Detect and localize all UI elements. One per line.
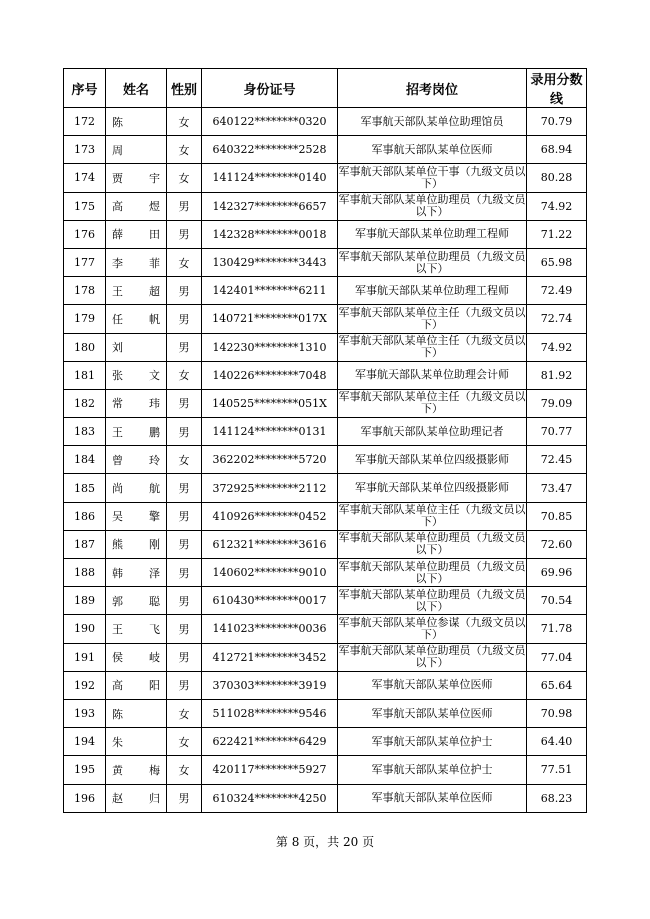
table-row: [64, 361, 587, 389]
name-cell: [106, 615, 167, 643]
table-row: [64, 136, 587, 164]
name-text: 张 文: [112, 369, 160, 383]
name-text: 陈: [112, 707, 123, 721]
table-row: [64, 502, 587, 530]
name-cell: [106, 530, 167, 558]
serial-cell: 176: [64, 220, 106, 248]
gender-cell: 男: [167, 502, 202, 530]
position-cell: 军事航天部队某单位医师: [338, 671, 527, 699]
position-cell: 军事航天部队某单位助理员（九级文员以下）: [338, 559, 527, 587]
page-footer: 第 8 页，共 20 页: [275, 835, 375, 849]
table-row: [64, 446, 587, 474]
table-row: [64, 108, 587, 136]
name-cell: [106, 277, 167, 305]
score-cell: 71.78: [527, 615, 587, 643]
id-number-cell: 412721********3452: [202, 643, 338, 671]
position-cell: 军事航天部队某单位四级摄影师: [338, 474, 527, 502]
score-cell: 72.60: [527, 530, 587, 558]
gender-cell: 男: [167, 277, 202, 305]
name-cell: [106, 559, 167, 587]
position-cell: 军事航天部队某单位助理会计师: [338, 361, 527, 389]
score-cell: 72.45: [527, 446, 587, 474]
name-text: 李 菲: [112, 256, 160, 270]
gender-cell: 男: [167, 418, 202, 446]
gender-cell: 男: [167, 305, 202, 333]
name-cell: [106, 699, 167, 727]
id-number-cell: 640122********0320: [202, 108, 338, 136]
score-cell: 80.28: [527, 164, 587, 192]
position-cell: 军事航天部队某单位助理工程师: [338, 220, 527, 248]
name-text: 曾 玲: [112, 453, 160, 467]
serial-cell: 172: [64, 108, 106, 136]
serial-cell: 191: [64, 643, 106, 671]
table-row: [64, 474, 587, 502]
serial-cell: 193: [64, 699, 106, 727]
score-cell: 70.77: [527, 418, 587, 446]
position-cell: 军事航天部队某单位医师: [338, 699, 527, 727]
header-name: 姓名: [106, 69, 167, 108]
id-number-cell: 142230********1310: [202, 333, 338, 361]
gender-cell: 女: [167, 164, 202, 192]
name-text: 韩 泽: [112, 566, 160, 580]
position-cell: 军事航天部队某单位助理员（九级文员以下）: [338, 192, 527, 220]
name-cell: [106, 643, 167, 671]
position-cell: 军事航天部队某单位主任（九级文员以下）: [338, 333, 527, 361]
name-cell: [106, 474, 167, 502]
name-cell: [106, 446, 167, 474]
name-cell: [106, 248, 167, 276]
gender-cell: 女: [167, 136, 202, 164]
position-cell: 军事航天部队某单位助理记者: [338, 418, 527, 446]
id-number-cell: 372925********2112: [202, 474, 338, 502]
id-number-cell: 610430********0017: [202, 587, 338, 615]
gender-cell: 男: [167, 784, 202, 812]
serial-cell: 178: [64, 277, 106, 305]
name-cell: [106, 361, 167, 389]
id-number-cell: 142328********0018: [202, 220, 338, 248]
name-text: 侯 岐: [112, 651, 160, 665]
name-cell: [106, 305, 167, 333]
name-cell: [106, 671, 167, 699]
table-row: [64, 671, 587, 699]
position-cell: 军事航天部队某单位参谋（九级文员以下）: [338, 615, 527, 643]
id-number-cell: 610324********4250: [202, 784, 338, 812]
name-cell: [106, 389, 167, 417]
id-number-cell: 420117********5927: [202, 756, 338, 784]
name-text: 郭 聪: [112, 594, 160, 608]
score-cell: 70.54: [527, 587, 587, 615]
serial-cell: 185: [64, 474, 106, 502]
name-cell: [106, 136, 167, 164]
name-cell: [106, 418, 167, 446]
header-id-number: 身份证号: [202, 69, 338, 108]
name-cell: [106, 784, 167, 812]
table-row: [64, 164, 587, 192]
score-cell: 70.98: [527, 699, 587, 727]
name-text: 高 阳: [112, 679, 160, 693]
serial-cell: 181: [64, 361, 106, 389]
name-text: 任 帆: [112, 312, 160, 326]
name-text: 熊 刚: [112, 538, 160, 552]
table-row: [64, 728, 587, 756]
score-cell: 70.85: [527, 502, 587, 530]
table-row: [64, 559, 587, 587]
serial-cell: 187: [64, 530, 106, 558]
header-gender: 性别: [167, 69, 202, 108]
id-number-cell: 141023********0036: [202, 615, 338, 643]
position-cell: 军事航天部队某单位护士: [338, 728, 527, 756]
position-cell: 军事航天部队某单位助理工程师: [338, 277, 527, 305]
serial-cell: 192: [64, 671, 106, 699]
name-text: 周: [112, 143, 123, 157]
table-body: [64, 108, 587, 813]
serial-cell: 184: [64, 446, 106, 474]
position-cell: 军事航天部队某单位医师: [338, 784, 527, 812]
id-number-cell: 410926********0452: [202, 502, 338, 530]
gender-cell: 男: [167, 559, 202, 587]
gender-cell: 女: [167, 361, 202, 389]
id-number-cell: 130429********3443: [202, 248, 338, 276]
id-number-cell: 622421********6429: [202, 728, 338, 756]
header-position: 招考岗位: [338, 69, 527, 108]
gender-cell: 男: [167, 389, 202, 417]
gender-cell: 女: [167, 108, 202, 136]
name-cell: [106, 220, 167, 248]
table-row: [64, 277, 587, 305]
name-cell: [106, 333, 167, 361]
serial-cell: 194: [64, 728, 106, 756]
gender-cell: 男: [167, 671, 202, 699]
name-text: 吴 擎: [112, 510, 160, 524]
gender-cell: 男: [167, 615, 202, 643]
name-text: 高 煜: [112, 200, 160, 214]
serial-cell: 182: [64, 389, 106, 417]
name-text: 贾 宇: [112, 171, 160, 185]
id-number-cell: 142401********6211: [202, 277, 338, 305]
table-row: [64, 587, 587, 615]
serial-cell: 179: [64, 305, 106, 333]
gender-cell: 男: [167, 530, 202, 558]
score-cell: 64.40: [527, 728, 587, 756]
position-cell: 军事航天部队某单位医师: [338, 136, 527, 164]
score-cell: 77.04: [527, 643, 587, 671]
score-cell: 74.92: [527, 333, 587, 361]
gender-cell: 女: [167, 728, 202, 756]
score-cell: 73.47: [527, 474, 587, 502]
serial-cell: 189: [64, 587, 106, 615]
id-number-cell: 142327********6657: [202, 192, 338, 220]
id-number-cell: 511028********9546: [202, 699, 338, 727]
score-cell: 74.92: [527, 192, 587, 220]
position-cell: 军事航天部队某单位主任（九级文员以下）: [338, 305, 527, 333]
score-cell: 71.22: [527, 220, 587, 248]
name-cell: [106, 192, 167, 220]
gender-cell: 女: [167, 699, 202, 727]
serial-cell: 186: [64, 502, 106, 530]
table-row: [64, 220, 587, 248]
position-cell: 军事航天部队某单位助理员（九级文员以下）: [338, 248, 527, 276]
serial-cell: 188: [64, 559, 106, 587]
id-number-cell: 141124********0140: [202, 164, 338, 192]
gender-cell: 女: [167, 756, 202, 784]
gender-cell: 男: [167, 220, 202, 248]
name-cell: [106, 587, 167, 615]
score-cell: 81.92: [527, 361, 587, 389]
position-cell: 军事航天部队某单位主任（九级文员以下）: [338, 502, 527, 530]
position-cell: 军事航天部队某单位助理员（九级文员以下）: [338, 530, 527, 558]
table-row: [64, 248, 587, 276]
gender-cell: 男: [167, 333, 202, 361]
table-row: [64, 699, 587, 727]
score-cell: 77.51: [527, 756, 587, 784]
score-cell: 72.74: [527, 305, 587, 333]
gender-cell: 女: [167, 446, 202, 474]
name-cell: [106, 164, 167, 192]
name-text: 王 超: [112, 284, 160, 298]
gender-cell: 男: [167, 192, 202, 220]
name-text: 赵 归: [112, 792, 160, 806]
name-text: 王 飞: [112, 622, 160, 636]
table-header-row: [64, 69, 587, 108]
name-cell: [106, 108, 167, 136]
serial-cell: 177: [64, 248, 106, 276]
gender-cell: 男: [167, 643, 202, 671]
name-text: 常 玮: [112, 397, 160, 411]
serial-cell: 196: [64, 784, 106, 812]
position-cell: 军事航天部队某单位主任（九级文员以下）: [338, 389, 527, 417]
table-row: [64, 389, 587, 417]
name-text: 朱: [112, 735, 123, 749]
position-cell: 军事航天部队某单位助理员（九级文员以下）: [338, 587, 527, 615]
score-cell: 70.79: [527, 108, 587, 136]
serial-cell: 183: [64, 418, 106, 446]
serial-cell: 174: [64, 164, 106, 192]
name-cell: [106, 728, 167, 756]
serial-cell: 180: [64, 333, 106, 361]
name-text: 刘: [112, 341, 123, 355]
id-number-cell: 140226********7048: [202, 361, 338, 389]
id-number-cell: 370303********3919: [202, 671, 338, 699]
id-number-cell: 140602********9010: [202, 559, 338, 587]
id-number-cell: 362202********5720: [202, 446, 338, 474]
score-cell: 79.09: [527, 389, 587, 417]
table-row: [64, 756, 587, 784]
score-cell: 68.94: [527, 136, 587, 164]
table-row: [64, 418, 587, 446]
position-cell: 军事航天部队某单位干事（九级文员以下）: [338, 164, 527, 192]
serial-cell: 195: [64, 756, 106, 784]
id-number-cell: 140721********017X: [202, 305, 338, 333]
table-row: [64, 530, 587, 558]
table-row: [64, 305, 587, 333]
gender-cell: 男: [167, 474, 202, 502]
name-cell: [106, 756, 167, 784]
serial-cell: 175: [64, 192, 106, 220]
serial-cell: 190: [64, 615, 106, 643]
id-number-cell: 141124********0131: [202, 418, 338, 446]
score-cell: 68.23: [527, 784, 587, 812]
header-serial: 序号: [64, 69, 106, 108]
gender-cell: 男: [167, 587, 202, 615]
score-cell: 72.49: [527, 277, 587, 305]
table-row: [64, 615, 587, 643]
roster-table: [63, 68, 587, 813]
table-row: [64, 784, 587, 812]
name-cell: [106, 502, 167, 530]
id-number-cell: 140525********051X: [202, 389, 338, 417]
position-cell: 军事航天部队某单位护士: [338, 756, 527, 784]
name-text: 黄 梅: [112, 763, 160, 777]
position-cell: 军事航天部队某单位助理馆员: [338, 108, 527, 136]
gender-cell: 女: [167, 248, 202, 276]
score-cell: 69.96: [527, 559, 587, 587]
serial-cell: 173: [64, 136, 106, 164]
name-text: 薛 田: [112, 228, 160, 242]
position-cell: 军事航天部队某单位四级摄影师: [338, 446, 527, 474]
table-row: [64, 333, 587, 361]
name-text: 尚 航: [112, 482, 160, 496]
header-score: 录用分数线: [527, 69, 587, 108]
name-text: 陈: [112, 115, 123, 129]
name-text: 王 鹏: [112, 425, 160, 439]
id-number-cell: 612321********3616: [202, 530, 338, 558]
table-row: [64, 643, 587, 671]
score-cell: 65.64: [527, 671, 587, 699]
table-row: [64, 192, 587, 220]
position-cell: 军事航天部队某单位助理员（九级文员以下）: [338, 643, 527, 671]
id-number-cell: 640322********2528: [202, 136, 338, 164]
score-cell: 65.98: [527, 248, 587, 276]
